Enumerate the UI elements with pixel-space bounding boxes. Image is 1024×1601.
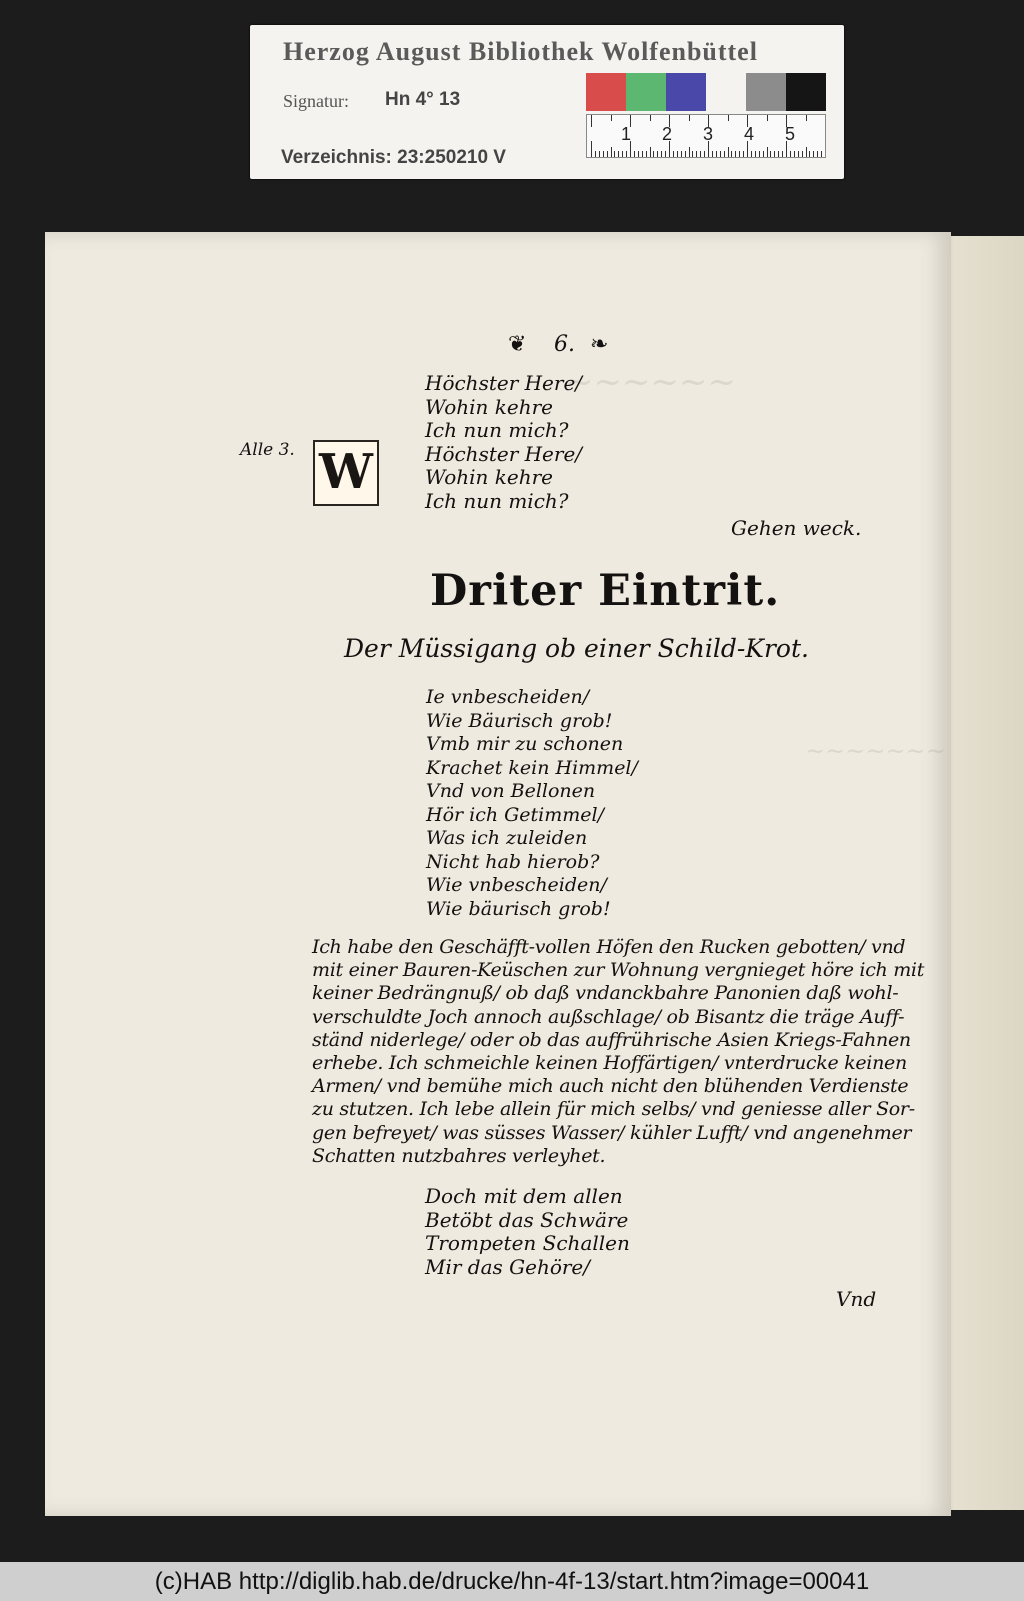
- ruler-tick: [689, 147, 690, 157]
- ruler-tick: [696, 151, 697, 157]
- prose-line: Schatten nutzbahres verleyhet.: [312, 1144, 606, 1167]
- swatch-gray: [746, 73, 786, 111]
- ruler-tick: [599, 151, 600, 157]
- ruler-tick: [802, 151, 803, 157]
- prose-paragraph: [312, 936, 925, 1168]
- ruler-tick: [595, 151, 596, 157]
- signatur-key: Signatur:: [283, 91, 349, 111]
- prose-line: ständ niderlege/ oder ob das auffrührische Asien Kriegs-Fahnen: [312, 1028, 911, 1051]
- ruler-number: 5: [785, 124, 796, 144]
- ruler-tick: [825, 141, 826, 157]
- ruler-tick: [614, 151, 615, 157]
- ruler-tick: [817, 151, 818, 157]
- ruler-tick: [591, 141, 592, 157]
- show-through: ~~~~~~~: [805, 737, 946, 765]
- ruler-number: 1: [621, 124, 632, 144]
- act-heading: Driter Eintrit.: [430, 566, 781, 616]
- copyright-footer: (c)HAB http://diglib.hab.de/drucke/hn-4f-13/start.htm?image=00041: [0, 1562, 1024, 1601]
- swatch-green: [626, 73, 666, 111]
- ruler-tick: [661, 151, 662, 157]
- ruler-tick: [704, 151, 705, 157]
- show-through: ~~~~~~: [565, 362, 736, 402]
- prose-line: Ich habe den Geschäfft-vollen Höfen den Rucken gebotten/ vnd: [312, 936, 906, 958]
- ruler-tick: [767, 115, 768, 121]
- ruler-tick: [634, 151, 635, 157]
- ruler-tick: [798, 151, 799, 157]
- ruler-tick: [677, 151, 678, 157]
- ruler-tick: [751, 151, 752, 157]
- ruler-tick: [611, 115, 612, 121]
- ruler-tick: [603, 151, 604, 157]
- ruler-tick: [700, 151, 701, 157]
- ruler-tick: [618, 151, 619, 157]
- verse-line: Wie bäurisch grob!: [426, 897, 611, 920]
- verse-line: Nicht hab hierob?: [426, 850, 600, 873]
- verse-line: Doch mit dem allen: [425, 1184, 623, 1208]
- ruler-tick: [782, 151, 783, 157]
- ruler-tick: [770, 151, 771, 157]
- ruler-tick: [724, 151, 725, 157]
- ruler-tick: [685, 151, 686, 157]
- ruler-tick: [626, 151, 627, 157]
- verse-line: Wohin kehre: [425, 465, 553, 489]
- verse-line: Höchster Here/: [425, 441, 583, 466]
- measurement-ruler: [586, 114, 826, 158]
- catchword: Vnd: [836, 1287, 877, 1311]
- swatch-white: [706, 73, 746, 111]
- ruler-tick: [790, 151, 791, 157]
- ruler-tick: [735, 151, 736, 157]
- prose-line: keiner Bedrängnuß/ ob daß vndanckbahre Panonien daß wohl-: [312, 982, 899, 1005]
- ornament-left: ❦: [508, 332, 527, 357]
- library-name: Herzog August Bibliothek Wolfenbüttel: [283, 37, 758, 66]
- ruler-tick: [821, 151, 822, 157]
- verse-line: Ich nun mich?: [425, 418, 569, 442]
- ruler-number: 4: [744, 124, 755, 144]
- ruler-tick: [646, 151, 647, 157]
- verse-line: Vmb mir zu schonen: [426, 733, 624, 755]
- page-number: 6.: [554, 332, 575, 357]
- swatch-black: [786, 73, 826, 111]
- ruler-tick: [806, 115, 807, 121]
- verse-line: Was ich zuleiden: [426, 827, 588, 849]
- swatch-blue: [666, 73, 706, 111]
- verse-line: Ich nun mich?: [425, 488, 569, 513]
- ruler-number: 3: [703, 124, 714, 144]
- verse-line: Wie vnbescheiden/: [426, 874, 607, 896]
- prose-line: mit einer Bauren-Keüschen zur Wohnung vergnieget höre ich mit: [312, 959, 925, 982]
- verse-line: Mir das Gehöre/: [425, 1254, 591, 1279]
- ruler-tick: [689, 115, 690, 121]
- verse-line: Ie vnbescheiden/: [426, 686, 590, 708]
- prose-line: gen befreyet/ was süsses Wasser/ kühler Lufft/ vnd angenehmer: [312, 1121, 912, 1144]
- ruler-tick: [622, 151, 623, 157]
- prose-line: verschuldte Joch annoch außschlage/ ob Bisantz die träge Auff-: [312, 1005, 905, 1028]
- ruler-tick: [712, 151, 713, 157]
- ruler-tick: [743, 151, 744, 157]
- ruler-tick: [739, 151, 740, 157]
- library-label: [250, 25, 844, 179]
- prose-line: erhebe. Ich schmeichle keinen Hoffärtigen/ vnterdrucke keinen: [312, 1052, 907, 1075]
- verse-line: Trompeten Schallen: [425, 1231, 630, 1255]
- prose-line: zu stutzen. Ich lebe allein für mich selbs/ vnd geniesse aller Sor-: [312, 1098, 915, 1121]
- speaker-label: Alle 3.: [240, 440, 295, 460]
- ruler-tick: [806, 147, 807, 157]
- ruler-tick: [778, 151, 779, 157]
- signatur-value: Hn 4° 13: [385, 89, 461, 110]
- drop-cap: W: [313, 440, 379, 506]
- verse-line: Betöbt das Schwäre: [425, 1207, 629, 1232]
- ruler-tick: [728, 115, 729, 121]
- facing-page-edge: [942, 236, 1024, 1510]
- ruler-tick: [591, 115, 592, 127]
- ornament-right: ❧: [590, 332, 609, 357]
- verse-line: Wohin kehre: [425, 394, 553, 419]
- ruler-tick: [650, 147, 651, 157]
- ruler-tick: [607, 151, 608, 157]
- ruler-tick: [681, 151, 682, 157]
- ruler-tick: [794, 151, 795, 157]
- verse-line: Hör ich Getimmel/: [426, 803, 605, 826]
- ruler-number: 2: [662, 124, 673, 144]
- verzeichnis: Verzeichnis: 23:250210 V: [281, 147, 506, 168]
- stage-direction: Gehen weck.: [731, 516, 862, 540]
- ruler-tick: [653, 151, 654, 157]
- ruler-tick: [692, 151, 693, 157]
- swatch-red: [586, 73, 626, 111]
- ruler-tick: [716, 151, 717, 157]
- ruler-tick: [665, 151, 666, 157]
- ruler-tick: [813, 151, 814, 157]
- ruler-tick: [611, 147, 612, 157]
- ruler-tick: [759, 151, 760, 157]
- ruler-tick: [728, 147, 729, 157]
- ruler-tick: [720, 151, 721, 157]
- ruler-tick: [763, 151, 764, 157]
- verse-line: Vnd von Bellonen: [426, 780, 596, 802]
- verse-block-3: [425, 1185, 630, 1279]
- verse-line: Wie Bäurisch grob!: [426, 709, 613, 732]
- scene-heading: Der Müssigang ob einer Schild-Krot.: [344, 634, 809, 663]
- ruler-tick: [642, 151, 643, 157]
- color-calibration-swatches: [586, 73, 826, 111]
- verse-line: Höchster Here/: [425, 371, 583, 395]
- ruler-tick: [657, 151, 658, 157]
- prose-line: Armen/ vnd bemühe mich auch nicht den blühenden Verdienste: [312, 1075, 909, 1098]
- ruler-tick: [767, 147, 768, 157]
- verse-block-2: [426, 686, 638, 921]
- ruler-tick: [638, 151, 639, 157]
- ruler-tick: [731, 151, 732, 157]
- ruler-tick: [650, 115, 651, 121]
- ruler-tick: [755, 151, 756, 157]
- ruler-tick: [774, 151, 775, 157]
- ruler-tick: [673, 151, 674, 157]
- verse-line: Krachet kein Himmel/: [426, 756, 638, 779]
- ruler-tick: [809, 151, 810, 157]
- ruler-tick: [825, 115, 826, 127]
- verse-block-1: [425, 372, 582, 513]
